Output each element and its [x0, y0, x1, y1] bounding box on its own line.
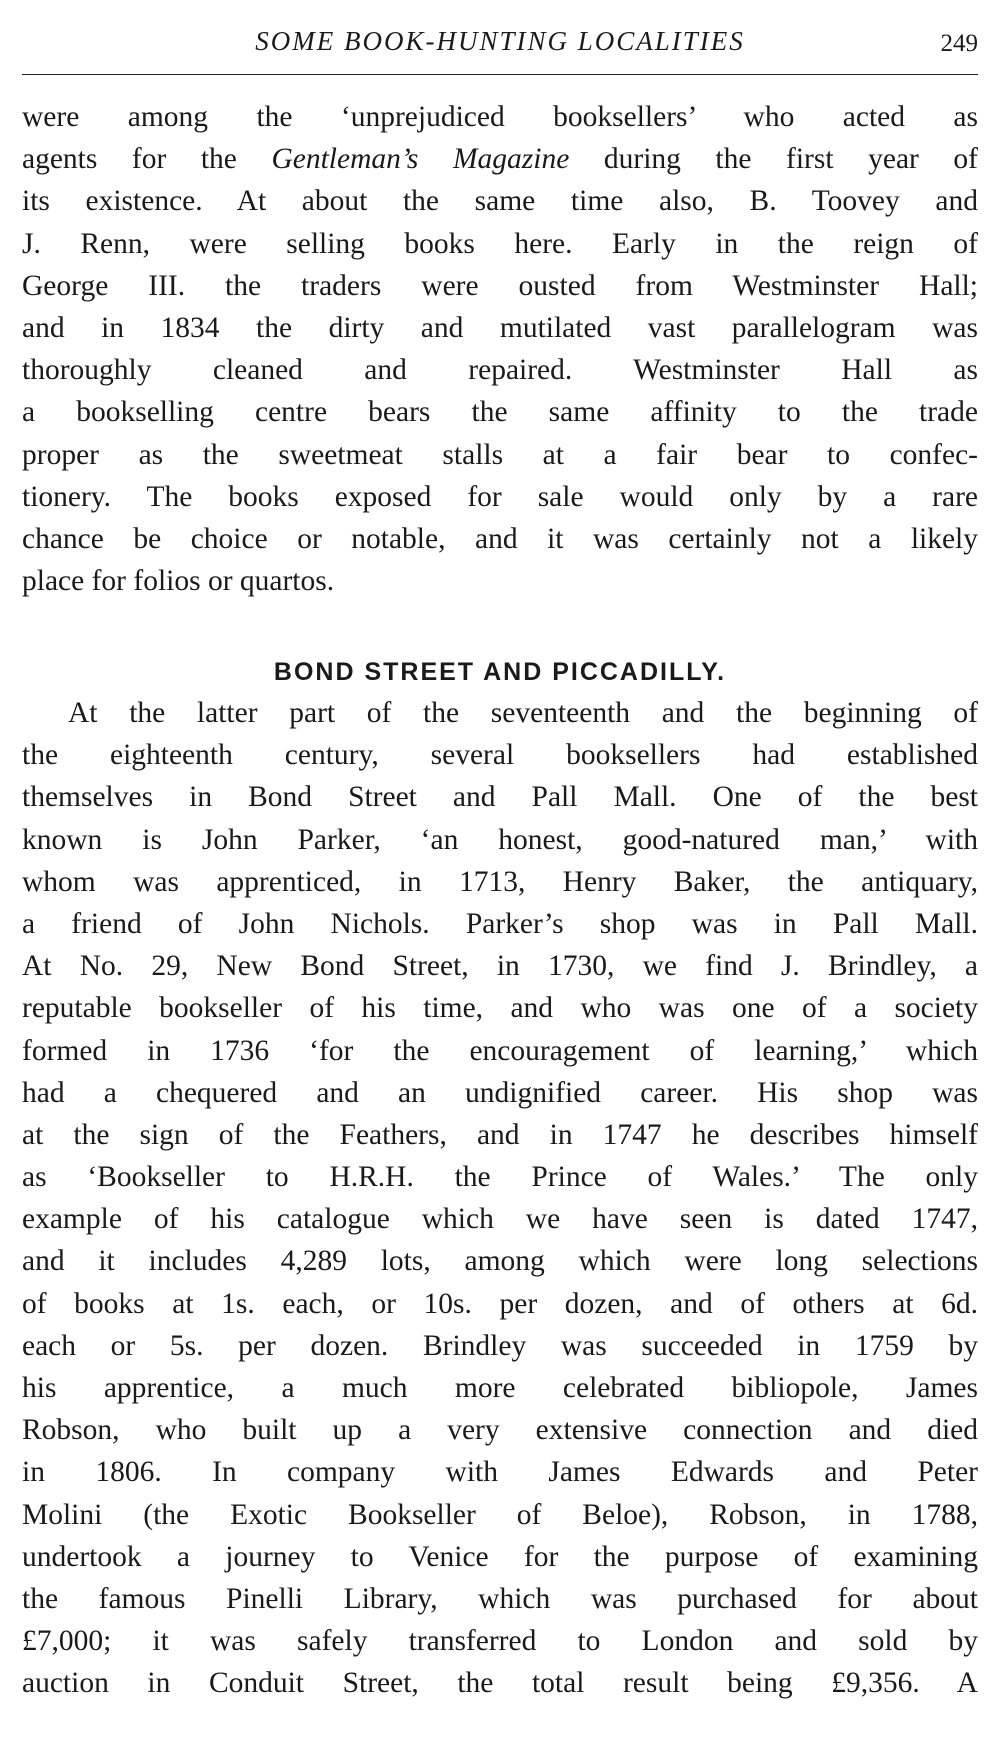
text-line: Molini (the Exotic Bookseller of Beloe), Robson, in 1788,	[22, 1498, 978, 1531]
running-title: SOME BOOK-HUNTING LOCALITIES	[255, 26, 745, 56]
running-head	[22, 22, 978, 62]
text-line: at the sign of the Feathers, and in 1747 he describes himself	[22, 1118, 978, 1151]
text-line: proper as the sweetmeat stalls at a fair bear to confec-	[22, 438, 978, 471]
text-line: whom was apprenticed, in 1713, Henry Baker, the antiquary,	[22, 865, 978, 898]
text-line: place for folios or quartos.	[22, 565, 335, 598]
periodical-title: Gentleman’s Magazine	[271, 143, 570, 176]
text-line: example of his catalogue which we have seen is dated 1747,	[22, 1203, 978, 1236]
text-line: chance be choice or notable, and it was certainly not a likely	[22, 522, 978, 555]
text-line: its existence. At about the same time also, B. Toovey and	[22, 185, 978, 218]
text-line: formed in 1736 ‘for the encouragement of learning,’ which	[22, 1034, 978, 1067]
text-line: auction in Conduit Street, the total result being £9,356. A	[22, 1667, 978, 1700]
text-line: thoroughly cleaned and repaired. Westminster Hall as	[22, 354, 978, 387]
paragraph-westminster-hall	[22, 96, 978, 602]
text-line: and it includes 4,289 lots, among which were long selections	[22, 1245, 978, 1278]
text-line: the famous Pinelli Library, which was purchased for about	[22, 1582, 978, 1615]
text-line: undertook a journey to Venice for the purpose of examining	[22, 1540, 978, 1573]
text-line: in 1806. In company with James Edwards and Peter	[22, 1456, 978, 1489]
text-line: At the latter part of the seventeenth and the beginning of	[68, 697, 978, 729]
header-rule	[22, 74, 978, 75]
text-line: reputable bookseller of his time, and who was one of a society	[22, 992, 978, 1025]
paragraph-bond-street	[22, 692, 978, 1705]
text-line: tionery. The books exposed for sale would only by a rare	[22, 480, 978, 513]
text-line: had a chequered and an undignified career. His shop was	[22, 1076, 978, 1109]
text-line: At No. 29, New Bond Street, in 1730, we find J. Brindley, a	[22, 950, 978, 983]
text-line: Robson, who built up a very extensive connection and died	[22, 1414, 978, 1447]
text-line: of books at 1s. each, or 10s. per dozen, and of others at 6d.	[22, 1287, 978, 1320]
text-line: a friend of John Nichols. Parker’s shop was in Pall Mall.	[22, 907, 978, 940]
text-line: as ‘Bookseller to H.R.H. the Prince of Wales.’ The only	[22, 1161, 978, 1194]
text-line: the eighteenth century, several booksellers had established	[22, 739, 978, 772]
text-line: and in 1834 the dirty and mutilated vast parallelogram was	[22, 311, 978, 344]
section-heading: BOND STREET AND PICCADILLY.	[273, 658, 727, 686]
text-line: agents for the Gentleman’s Magazine during the first year of	[22, 143, 978, 176]
text-line: known is John Parker, ‘an honest, good-natured man,’ with	[22, 823, 978, 856]
page-number: 249	[940, 30, 978, 57]
text-line: his apprentice, a much more celebrated bibliopole, James	[22, 1372, 978, 1404]
book-page	[22, 0, 978, 1739]
text-line: J. Renn, were selling books here. Early in the reign of	[22, 227, 978, 260]
text-line: £7,000; it was safely transferred to London and sold by	[22, 1625, 978, 1658]
text-line: a bookselling centre bears the same affinity to the trade	[22, 396, 978, 429]
text-line: were among the ‘unprejudiced booksellers’ who acted as	[22, 101, 978, 133]
text-line: each or 5s. per dozen. Brindley was succeeded in 1759 by	[22, 1329, 978, 1362]
text-line: themselves in Bond Street and Pall Mall. One of the best	[22, 781, 978, 814]
text-line: George III. the traders were ousted from Westminster Hall;	[22, 269, 978, 302]
